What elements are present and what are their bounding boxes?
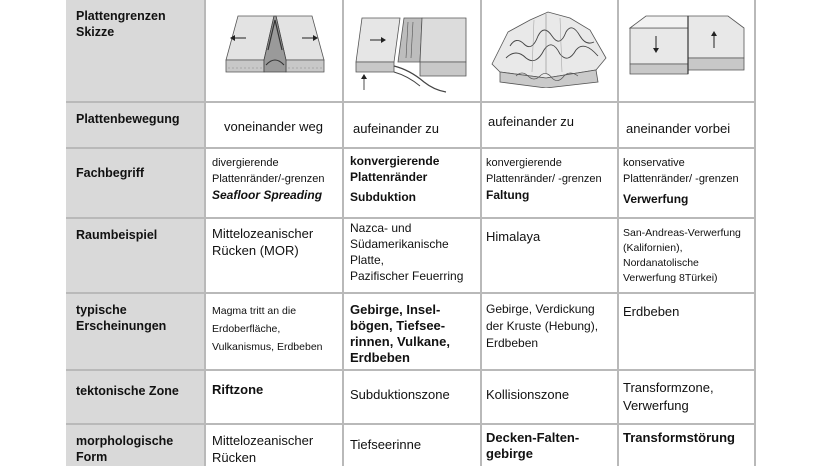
raumbeispiel-col4-line3: Nordanatolische [623,257,699,269]
row-header-raumbeispiel [66,219,204,292]
erscheinungen-col2-line1: Gebirge, Insel- [350,302,441,317]
plate-boundaries-table [66,0,756,466]
raumbeispiel-col4-line4: Verwerfung 8Türkei) [623,272,718,284]
row-header-form-text: morphologische Form [76,434,174,464]
row-header-skizze [66,0,204,101]
fachbegriff-col1-line1: divergierende [212,157,279,169]
raumbeispiel-col2-line4: Pazifischer Feuerring [350,269,464,283]
folding-sketch [486,6,612,88]
row-header-fachbegriff [66,149,204,217]
raumbeispiel-col1-line1: Mittelozeanischer [212,226,314,241]
fachbegriff-col2-term: Subduktion [350,190,416,204]
row-header-zone-text: tektonische Zone [76,384,179,398]
raumbeispiel-col2-line1: Nazca- und [350,221,412,235]
form-col3-line2: gebirge [486,446,533,461]
fachbegriff-col4-line2: Plattenränder/ -grenzen [623,173,739,185]
fachbegriff-col4-term: Verwerfung [623,192,689,206]
erscheinungen-col2-line3: rinnen, Vulkane, [350,334,450,349]
erscheinungen-col3-line1: Gebirge, Verdickung [486,302,595,316]
row-header-zone [66,371,204,423]
form-col3-line1: Decken-Falten- [486,430,580,445]
row-header-bewegung-text: Plattenbewegung [76,112,180,126]
form-col1-line2: Rücken [212,450,257,465]
fachbegriff-col2-line2: Plattenränder [350,170,428,184]
raumbeispiel-col2-line3: Platte, [350,253,385,267]
raumbeispiel-col4-line2: (Kalifornien), [623,242,683,254]
raumbeispiel-col1-line2: Rücken (MOR) [212,243,299,258]
transform-fault-sketch [622,8,750,78]
bewegung-col2: aufeinander zu [353,121,440,136]
zone-col3: Kollisionszone [486,387,570,402]
zone-col4-line1: Transformzone, [623,380,714,395]
subduction-sketch [350,10,474,94]
raumbeispiel-col4-line1: San-Andreas-Verwerfung [623,227,741,239]
fachbegriff-col1-term: Seafloor Spreading [212,188,323,202]
row-header-erscheinungen-text: typische Erscheinungen [76,303,167,333]
erscheinungen-col3-line2: der Kruste (Hebung), [486,319,599,333]
row-header-form [66,425,204,466]
raumbeispiel-col2-line2: Südamerikanische [350,237,449,251]
zone-col2: Subduktionszone [350,387,450,402]
erscheinungen-col1-line1: Magma tritt an die [212,305,297,317]
erscheinungen-col1-line3: Vulkanismus, Erdbeben [212,341,323,353]
erscheinungen-col3-line3: Erdbeben [486,336,539,350]
row-header-skizze-text: Plattengrenzen Skizze [76,9,166,39]
zone-col1: Riftzone [212,382,264,397]
fachbegriff-col3-term: Faltung [486,188,530,202]
erscheinungen-col2-line2: bögen, Tiefsee- [350,318,446,333]
erscheinungen-col1-line2: Erdoberfläche, [212,323,281,335]
bewegung-col1: voneinander weg [224,119,324,134]
row-header-fachbegriff-text: Fachbegriff [76,166,145,180]
fachbegriff-col3-line2: Plattenränder/ -grenzen [486,173,602,185]
form-col4-line1: Transformstörung [623,430,735,445]
row-header-erscheinungen [66,294,204,369]
fachbegriff-col4-line1: konservative [623,157,685,169]
erscheinungen-col2-line4: Erdbeben [350,350,410,365]
raumbeispiel-col3-line1: Himalaya [486,229,541,244]
erscheinungen-col4-line1: Erdbeben [623,304,680,319]
fachbegriff-col2-line1: konvergierende [350,154,440,168]
fachbegriff-col1-line2: Plattenränder/-grenzen [212,173,325,185]
row-header-bewegung [66,103,204,147]
row-header-raumbeispiel-text: Raumbeispiel [76,228,158,242]
form-col2-line1: Tiefseerinne [350,437,422,452]
divergent-boundary-sketch [216,10,334,82]
form-col1-line1: Mittelozeanischer [212,433,314,448]
zone-col4-line2: Verwerfung [623,398,689,413]
bewegung-col4: aneinander vorbei [626,121,731,136]
bewegung-col3: aufeinander zu [488,114,575,129]
fachbegriff-col3-line1: konvergierende [486,157,562,169]
